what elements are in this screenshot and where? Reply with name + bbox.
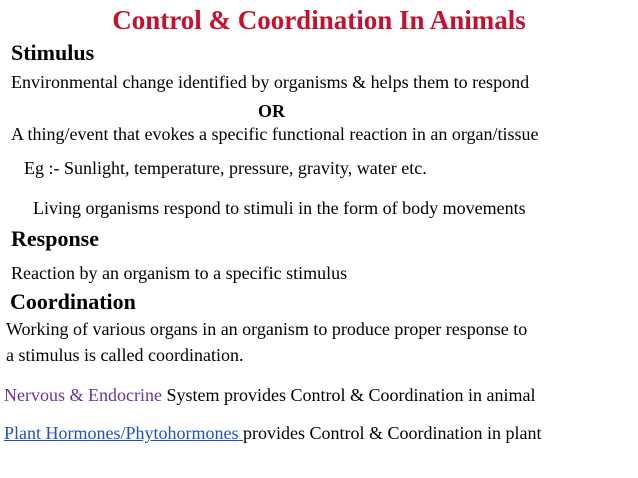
- coordination-heading: Coordination: [10, 289, 136, 314]
- plants-rest: provides Control & Coordination in plant: [243, 423, 542, 443]
- page-title: Control & Coordination In Animals: [112, 5, 526, 35]
- stimulus-definition-2: A thing/event that evokes a specific functional reaction in an organ/tissue: [11, 124, 539, 144]
- systems-line: [4, 386, 535, 404]
- plant-hormones-link[interactable]: Plant Hormones/Phytohormones: [4, 423, 243, 443]
- stimulus-note: Living organisms respond to stimuli in the form of body movements: [33, 198, 526, 218]
- coordination-definition-line-2: a stimulus is called coordination.: [6, 345, 244, 365]
- plants-line: [4, 424, 541, 442]
- systems-highlight: Nervous & Endocrine: [4, 385, 162, 405]
- stimulus-definition-1: Environmental change identified by organisms & helps them to respond: [11, 72, 530, 92]
- response-heading: Response: [11, 226, 100, 251]
- stimulus-example: Eg :- Sunlight, temperature, pressure, gravity, water etc.: [24, 158, 427, 178]
- stimulus-heading: Stimulus: [11, 40, 95, 65]
- coordination-definition-line-1: Working of various organs in an organism to produce proper response to: [6, 319, 528, 339]
- systems-rest: System provides Control & Coordination in animal: [161, 385, 536, 405]
- or-label: OR: [258, 101, 285, 121]
- response-definition: Reaction by an organism to a specific stimulus: [11, 263, 348, 283]
